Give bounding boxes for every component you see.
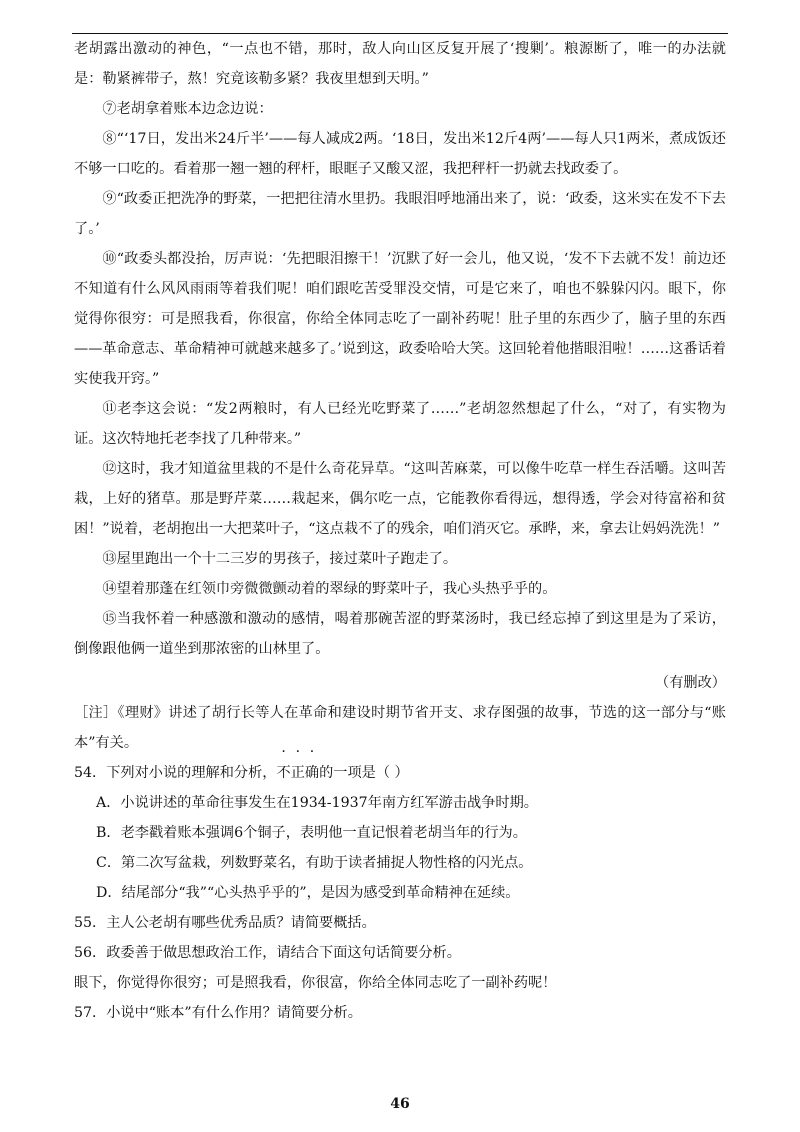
question-54 (74, 758, 726, 908)
story-text (74, 34, 726, 664)
question-56: 56．政委善于做思想政治工作，请结合下面这句话简要分析。 (74, 945, 461, 961)
revised-note: （有删改） (655, 675, 726, 691)
document-page (74, 34, 726, 1028)
question-57: 57．小说中“账本”有什么作用？请简要分析。 (74, 1005, 362, 1021)
story-paragraph-12: ⑫这时，我才知道盆里栽的不是什么奇花异草。“这叫苦麻菜，可以像牛吃草一样生吞活嚼。这叫苦栽，上好的猪草。那是野芹菜……栽起来，偶尔吃一点，它能教你看得远，想得透，学会对待富裕和贫困！”说着，老胡抱出一大把菜叶子，“这点栽不了的残余，咱们消灭它。承晔，来，拿去让妈妈洗洗！” (74, 461, 726, 537)
story-paragraph-11: ⑪老李这会说：“发2两粮时，有人已经光吃野菜了……”老胡忽然想起了什么，“对了，有实物为证。这次特地托老李找了几种带来。” (74, 401, 726, 447)
story-paragraph-1: 老胡露出激动的神色，“一点也不错，那时，敌人向山区反复开展了‘搜剿’。粮源断了，唯一的办法就是：勒紧裤带子，熬！究竟该勒多紧？我夜里想到天明。” (74, 41, 726, 87)
option-c: C．第二次写盆栽，列数野菜名，有助于读者捕捉人物性格的闪光点。 (96, 855, 533, 871)
story-paragraph-7: ⑦老胡拿着账本边念边说： (102, 101, 273, 117)
emphasis-char: 正 (290, 765, 305, 781)
question-54-stem: 54．下列对小说的理解和分析，不正确的一项是（ ） (74, 758, 726, 788)
option-d: D．结尾部分“我”“心头热乎乎的”，是因为感受到革命精神在延续。 (96, 885, 520, 901)
question-55: 55．主人公老胡有哪些优秀品质？请简要概括。 (74, 915, 376, 931)
story-paragraph-14: ⑭望着那蓬在红领巾旁微微颤动着的翠绿的野菜叶子，我心头热乎乎的。 (102, 581, 557, 597)
option-b: B．老李戳着账本强调6个铜子，表明他一直记恨着老胡当年的行为。 (96, 825, 527, 841)
footnote: ［注］《理财》讲述了胡行长等人在革命和建设时期节省开支、求存图强的故事，节选的这一部分与“账本”有关。 (74, 705, 726, 751)
story-paragraph-13: ⑬屋里跑出一个十二三岁的男孩子，接过菜叶子跑走了。 (102, 551, 458, 567)
page-number: 46 (390, 1096, 410, 1112)
emphasis-char: 不 (276, 765, 291, 781)
story-paragraph-15: ⑮当我怀着一种感激和激动的感情，喝着那碗苦涩的野菜汤时，我已经忘掉了到这里是为了采访，倒像跟他俩一道坐到那浓密的山林里了。 (74, 611, 726, 657)
question-56-quote: 眼下，你觉得你很穷；可是照我看，你很富，你给全体同志吃了一副补药呢！ (74, 975, 557, 991)
story-paragraph-10: ⑩“政委头都没抬，厉声说：‘先把眼泪擦干！’沉默了好一会儿，他又说，‘发不下去就不发！前边还不知道有什么风风雨雨等着我们呢！咱们跟吃苦受罪没交情，可是它来了，咱也不躲躲闪闪。眼下，你觉得你很穷：可是照我看，你很富，你给全体同志吃了一副补药呢！肚子里的东西少了，脑子里的东西——革命意志、革命精神可就越来越多了。’说到这，政委哈哈大笑。这回轮着他揩眼泪啦！……这番话着实使我开窍。” (74, 251, 726, 387)
option-a: A．小说讲述的革命往事发生在1934-1937年南方红军游击战争时期。 (96, 795, 538, 811)
story-paragraph-8: ⑧“‘17日，发出米24斤半’——每人减成2两。‘18日，发出米12斤4两’——每人只1两米，煮成饭还不够一口吃的。看着那一翘一翘的秤杆，眼眶子又酸又涩，我把秤杆一扔就去找政委了。 (74, 131, 726, 177)
story-paragraph-9: ⑨“政委正把洗净的野菜，一把把往清水里扔。我眼泪呼地涌出来了，说：‘政委，这米实在发不下去了。’ (74, 191, 726, 237)
emphasis-char: 确 (304, 765, 320, 781)
